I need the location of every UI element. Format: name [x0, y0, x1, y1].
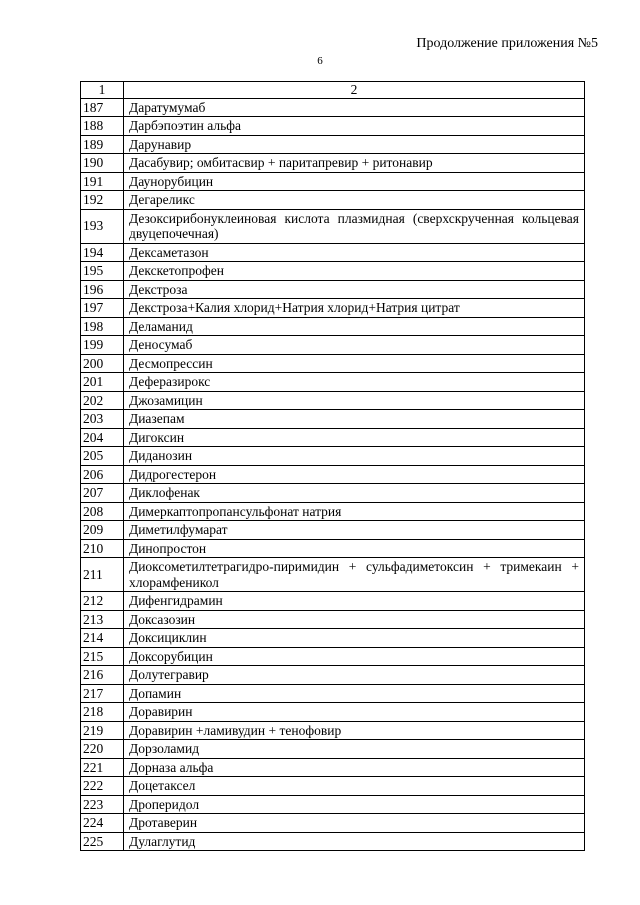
drug-name-cell: Деносумаб: [124, 336, 585, 355]
appendix-continuation-note: Продолжение приложения №5: [416, 36, 598, 51]
drug-name-cell: Дексаметазон: [124, 243, 585, 262]
table-row: [81, 262, 585, 281]
row-number-cell: 194: [81, 243, 124, 262]
drug-name-cell: Дезоксирибонуклеиновая кислота плазмидная (сверхскрученная кольцевая двуцепочечная): [124, 209, 585, 243]
table-row: [81, 832, 585, 851]
row-number-cell: 216: [81, 666, 124, 685]
drug-name-cell: Долутегравир: [124, 666, 585, 685]
table-row: [81, 521, 585, 540]
drug-name-cell: Даунорубицин: [124, 172, 585, 191]
drug-name-cell: Дулаглутид: [124, 832, 585, 851]
table-row: [81, 410, 585, 429]
drug-name-cell: Диклофенак: [124, 484, 585, 503]
row-number-cell: 221: [81, 758, 124, 777]
table-row: [81, 795, 585, 814]
row-number-cell: 189: [81, 135, 124, 154]
table-row: [81, 502, 585, 521]
row-number-cell: 224: [81, 814, 124, 833]
drug-name-cell: Доравирин +ламивудин + тенофовир: [124, 721, 585, 740]
row-number-cell: 199: [81, 336, 124, 355]
row-number-cell: 196: [81, 280, 124, 299]
row-number-cell: 218: [81, 703, 124, 722]
row-number-cell: 213: [81, 610, 124, 629]
drug-name-cell: Доксициклин: [124, 629, 585, 648]
drug-name-cell: Дидрогестерон: [124, 465, 585, 484]
table-row: [81, 209, 585, 243]
table-row: [81, 592, 585, 611]
row-number-cell: 214: [81, 629, 124, 648]
drug-name-cell: Дроперидол: [124, 795, 585, 814]
row-number-cell: 197: [81, 299, 124, 318]
drug-name-cell: Допамин: [124, 684, 585, 703]
row-number-cell: 211: [81, 558, 124, 592]
table-row: [81, 539, 585, 558]
drug-name-cell: Деламанид: [124, 317, 585, 336]
table-row: [81, 191, 585, 210]
drug-name-cell: Дегареликс: [124, 191, 585, 210]
column-header-name: 2: [124, 82, 585, 99]
table-row: [81, 465, 585, 484]
drug-name-cell: Доцетаксел: [124, 777, 585, 796]
row-number-cell: 204: [81, 428, 124, 447]
row-number-cell: 209: [81, 521, 124, 540]
column-header-number: 1: [81, 82, 124, 99]
table-row: [81, 280, 585, 299]
drug-name-cell: Диазепам: [124, 410, 585, 429]
drug-name-cell: Дорназа альфа: [124, 758, 585, 777]
table-row: [81, 777, 585, 796]
table-row: [81, 243, 585, 262]
table-row: [81, 629, 585, 648]
table-row: [81, 740, 585, 759]
row-number-cell: 223: [81, 795, 124, 814]
drug-name-cell: Декскетопрофен: [124, 262, 585, 281]
drug-name-cell: Диметилфумарат: [124, 521, 585, 540]
drug-name-cell: Даратумумаб: [124, 98, 585, 117]
row-number-cell: 192: [81, 191, 124, 210]
row-number-cell: 202: [81, 391, 124, 410]
table-row: [81, 428, 585, 447]
drug-name-cell: Доксорубицин: [124, 647, 585, 666]
row-number-cell: 208: [81, 502, 124, 521]
table-row: [81, 484, 585, 503]
drug-name-cell: Декстроза+Калия хлорид+Натрия хлорид+Натрия цитрат: [124, 299, 585, 318]
drug-name-cell: Джозамицин: [124, 391, 585, 410]
row-number-cell: 201: [81, 373, 124, 392]
table-row: [81, 447, 585, 466]
row-number-cell: 206: [81, 465, 124, 484]
page-number: 6: [317, 55, 323, 67]
drug-name-cell: Дарбэпоэтин альфа: [124, 117, 585, 136]
table-row: [81, 558, 585, 592]
drug-name-cell: Дифенгидрамин: [124, 592, 585, 611]
drug-name-cell: Дарунавир: [124, 135, 585, 154]
drug-list-table: [80, 81, 585, 851]
row-number-cell: 191: [81, 172, 124, 191]
table-row: [81, 814, 585, 833]
table-row: [81, 391, 585, 410]
table-row: [81, 354, 585, 373]
table-row: [81, 684, 585, 703]
table-header-row: [81, 82, 585, 99]
table-row: [81, 758, 585, 777]
row-number-cell: 225: [81, 832, 124, 851]
drug-name-cell: Декстроза: [124, 280, 585, 299]
row-number-cell: 195: [81, 262, 124, 281]
table-row: [81, 299, 585, 318]
row-number-cell: 215: [81, 647, 124, 666]
table-row: [81, 98, 585, 117]
drug-name-cell: Дротаверин: [124, 814, 585, 833]
drug-name-cell: Дасабувир; омбитасвир + паритапревир + ритонавир: [124, 154, 585, 173]
table-row: [81, 610, 585, 629]
table-row: [81, 373, 585, 392]
row-number-cell: 200: [81, 354, 124, 373]
drug-name-cell: Динопростон: [124, 539, 585, 558]
table-row: [81, 117, 585, 136]
row-number-cell: 203: [81, 410, 124, 429]
drug-name-cell: Доравирин: [124, 703, 585, 722]
row-number-cell: 217: [81, 684, 124, 703]
drug-name-cell: Деферазирокс: [124, 373, 585, 392]
drug-name-cell: Дигоксин: [124, 428, 585, 447]
row-number-cell: 220: [81, 740, 124, 759]
table-row: [81, 172, 585, 191]
drug-name-cell: Дорзоламид: [124, 740, 585, 759]
drug-name-cell: Димеркаптопропансульфонат натрия: [124, 502, 585, 521]
row-number-cell: 210: [81, 539, 124, 558]
drug-name-cell: Десмопрессин: [124, 354, 585, 373]
row-number-cell: 219: [81, 721, 124, 740]
row-number-cell: 205: [81, 447, 124, 466]
row-number-cell: 193: [81, 209, 124, 243]
table-row: [81, 154, 585, 173]
drug-name-cell: Диоксометилтетрагидро-пиримидин + сульфадиметоксин + тримекаин + хлорамфеникол: [124, 558, 585, 592]
row-number-cell: 207: [81, 484, 124, 503]
table-row: [81, 647, 585, 666]
drug-name-cell: Доксазозин: [124, 610, 585, 629]
table-row: [81, 135, 585, 154]
row-number-cell: 188: [81, 117, 124, 136]
row-number-cell: 212: [81, 592, 124, 611]
table-row: [81, 666, 585, 685]
row-number-cell: 222: [81, 777, 124, 796]
table-row: [81, 317, 585, 336]
row-number-cell: 190: [81, 154, 124, 173]
row-number-cell: 198: [81, 317, 124, 336]
drug-name-cell: Диданозин: [124, 447, 585, 466]
table-body: [81, 98, 585, 851]
row-number-cell: 187: [81, 98, 124, 117]
table-row: [81, 721, 585, 740]
table-row: [81, 336, 585, 355]
table-row: [81, 703, 585, 722]
